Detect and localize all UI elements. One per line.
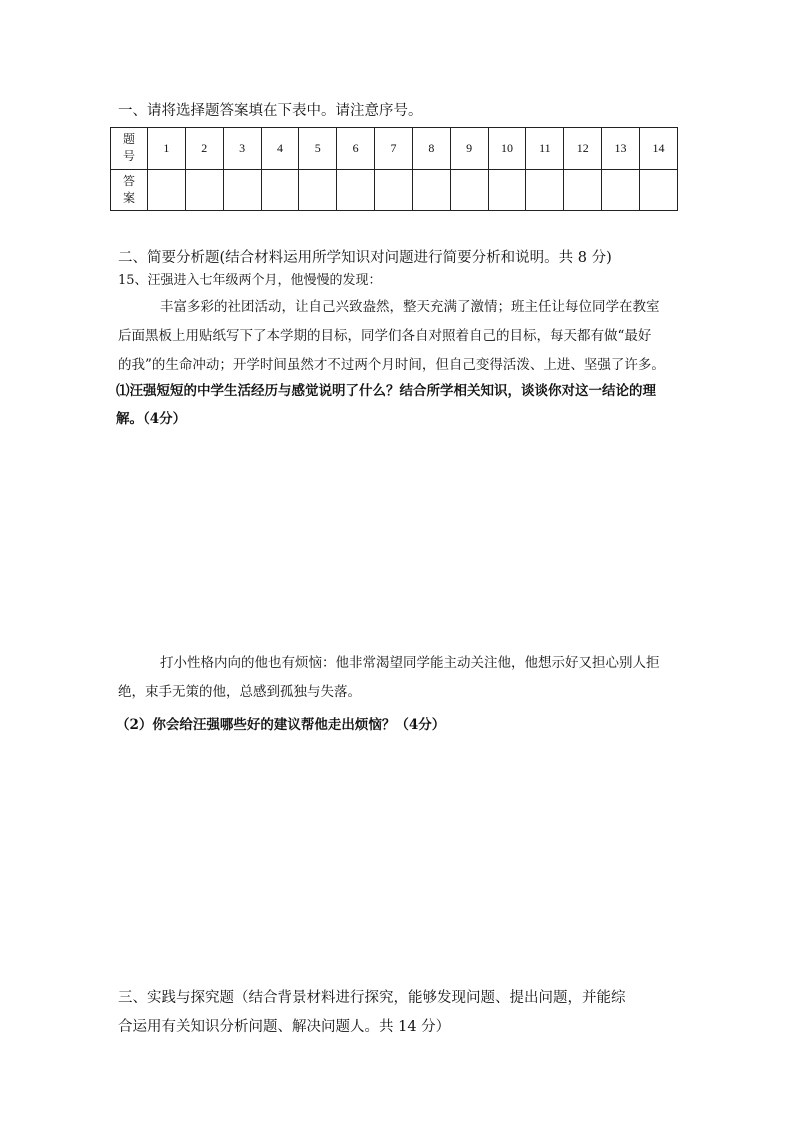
answer-cell-14[interactable] (639, 169, 677, 211)
material-1 (118, 293, 686, 380)
question-number-1: 1 (148, 128, 186, 170)
question-number-8: 8 (412, 128, 450, 170)
answer-cell-13[interactable] (602, 169, 640, 211)
section1-title: 一、请将选择题答案填在下表中。请注意序号。 (118, 103, 423, 119)
answer-label-char2: 案 (122, 190, 135, 205)
material-2-line-1: 打小性格内向的他也有烦恼：他非常渴望同学能主动关注他，他想示好又担心别人拒 (160, 655, 660, 671)
answer-row (111, 169, 678, 211)
number-row-label (111, 128, 148, 170)
answer-row-label (111, 169, 148, 211)
question-number-14: 14 (639, 128, 677, 170)
answer-cell-12[interactable] (564, 169, 602, 211)
sub-question-1 (116, 377, 688, 433)
section3-title-line-1: 三、实践与探究题（结合背景材料进行探究，能够发现问题、提出问题，并能综 (118, 990, 626, 1006)
question-number-9: 9 (450, 128, 488, 170)
answer-cell-10[interactable] (488, 169, 526, 211)
answer-cell-2[interactable] (185, 169, 223, 211)
material-1-line-2: 后面黑板上用贴纸写下了本学期的目标，同学们各自对照着自己的目标，每天都有做“最好 (118, 328, 652, 344)
answer-cell-8[interactable] (412, 169, 450, 211)
answer-area-1[interactable] (116, 440, 684, 640)
answer-cell-1[interactable] (148, 169, 186, 211)
sub-question-2: （2）你会给汪强哪些好的建议帮他走出烦恼？（4分） (116, 717, 446, 733)
question-number-3: 3 (223, 128, 261, 170)
answer-cell-7[interactable] (375, 169, 413, 211)
section2-title: 二、简要分析题(结合材料运用所学知识对问题进行简要分析和说明。共 8 分) (118, 250, 612, 266)
question-number-6: 6 (337, 128, 375, 170)
question-number-12: 12 (564, 128, 602, 170)
material-2 (118, 649, 686, 707)
answer-table (110, 127, 678, 211)
answer-cell-9[interactable] (450, 169, 488, 211)
answer-label-char1: 答 (122, 173, 135, 188)
answer-area-2[interactable] (116, 745, 684, 975)
material-1-line-1: 丰富多彩的社团活动，让自己兴致盎然，整天充满了激情；班主任让每位同学在教室 (160, 299, 660, 315)
question-number-10: 10 (488, 128, 526, 170)
number-label-char2: 号 (122, 149, 135, 164)
question-number-4: 4 (261, 128, 299, 170)
number-row (111, 128, 678, 170)
sub-question-1-line-1: ⑴汪强短短的中学生活经历与感觉说明了什么？结合所学相关知识，谈谈你对这一结论的理 (116, 383, 656, 399)
number-label-char1: 题 (122, 132, 135, 147)
material-2-line-2: 绝，束手无策的他，总感到孤独与失落。 (118, 684, 361, 700)
answer-cell-6[interactable] (337, 169, 375, 211)
question-number-5: 5 (299, 128, 337, 170)
question-number-13: 13 (602, 128, 640, 170)
material-1-line-3: 的我”的生命冲动；开学时间虽然才不过两个月时间，但自己变得活泼、上进、坚强了许多。 (118, 357, 665, 373)
question-number-2: 2 (185, 128, 223, 170)
section3-title-line-2: 合运用有关知识分析问题、解决问题人。共 14 分） (118, 1019, 451, 1035)
answer-cell-4[interactable] (261, 169, 299, 211)
answer-cell-3[interactable] (223, 169, 261, 211)
question-15-intro: 15、汪强进入七年级两个月，他慢慢的发现： (118, 273, 382, 288)
answer-cell-5[interactable] (299, 169, 337, 211)
answer-cell-11[interactable] (526, 169, 564, 211)
sub-question-1-line-2: 解。（4分） (116, 411, 187, 427)
question-number-7: 7 (375, 128, 413, 170)
section3-title (118, 984, 688, 1042)
question-number-11: 11 (526, 128, 564, 170)
